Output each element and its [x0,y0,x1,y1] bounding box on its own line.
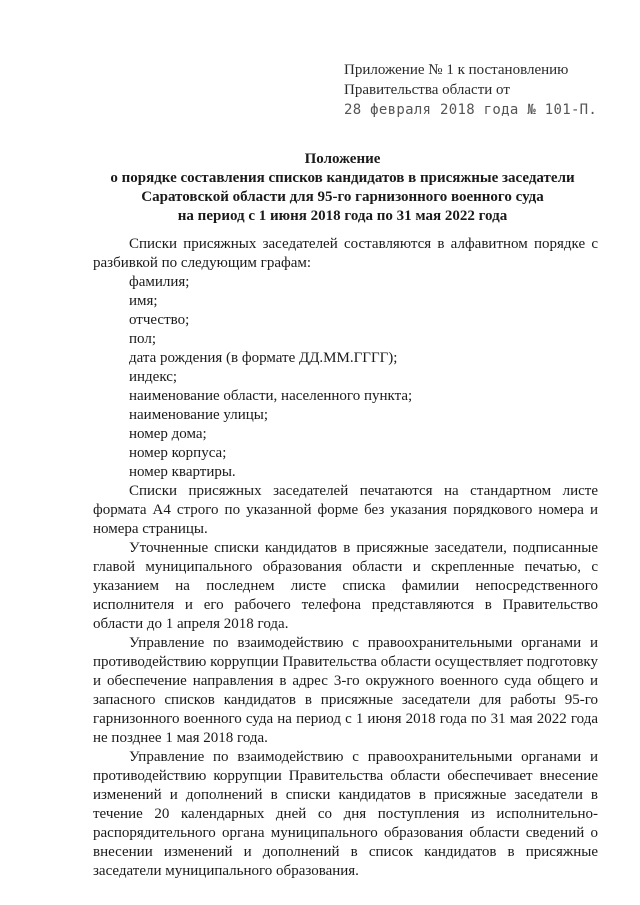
fields-list [93,273,598,482]
appendix-date: 28 февраля 2018 года № 101-П. [344,102,598,118]
title-heading: Положение [304,151,381,167]
field-item: пол; [129,331,156,347]
appendix-line-1: Приложение № 1 к постановлению [344,62,569,78]
title-line-3: на период с 1 июня 2018 года по 31 мая 2022 года [177,208,508,224]
intro-paragraph: Списки присяжных заседателей составляются в алфавитном порядке с разбивкой по следующим графам: [93,236,598,271]
title-line-1: о порядке составления списков кандидатов в присяжные заседатели [110,170,575,186]
field-item: наименование улицы; [129,407,269,423]
field-item: имя; [129,293,158,309]
document-title [60,150,625,226]
body-paragraph: Управление по взаимодействию с правоохранительными органами и противодействию коррупции Правительства области осуществляет подготовку и обеспечение направления в адрес 3-го окружного военного суда общего и запасного списков кандидатов в присяжные заседатели для работы 95-го гарнизонного военного суда на период с 1 июня 2018 года по 31 мая 2022 года не позднее 1 мая 2018 года. [93,635,598,746]
appendix-line-2: Правительства области от [344,82,510,98]
body-paragraph: Управление по взаимодействию с правоохранительными органами и противодействию коррупции Правительства области обеспечивает внесение изменений и дополнений в списки кандидатов в присяжные заседатели в течение 20 календарных дней со дня поступления из исполнительно-распорядительного органа муниципального образования области сведений о внесении изменений и дополнений в список кандидатов в присяжные заседатели муниципального образования. [93,749,598,879]
field-item: отчество; [129,312,190,328]
appendix-note [344,60,614,120]
field-item: индекс; [129,369,178,385]
title-line-2: Саратовской области для 95-го гарнизонного военного суда [141,189,544,205]
body-paragraph: Списки присяжных заседателей печатаются на стандартном листе формата А4 строго по указанной форме без указания порядкового номера и номера страницы. [93,483,598,537]
field-item: номер квартиры. [129,464,236,480]
field-item: номер дома; [129,426,207,442]
field-item: номер корпуса; [129,445,227,461]
field-item: дата рождения (в формате ДД.ММ.ГГГГ); [129,350,398,366]
field-item: наименование области, населенного пункта; [129,388,413,404]
body-paragraph: Уточненные списки кандидатов в присяжные заседатели, подписанные главой муниципального образования области и скрепленные печатью, с указанием на последнем листе списка фамилии непосредственного исполнителя и его рабочего телефона представляются в Правительство области до 1 апреля 2018 года. [93,540,598,632]
document-body [93,235,598,881]
field-item: фамилия; [129,274,190,290]
